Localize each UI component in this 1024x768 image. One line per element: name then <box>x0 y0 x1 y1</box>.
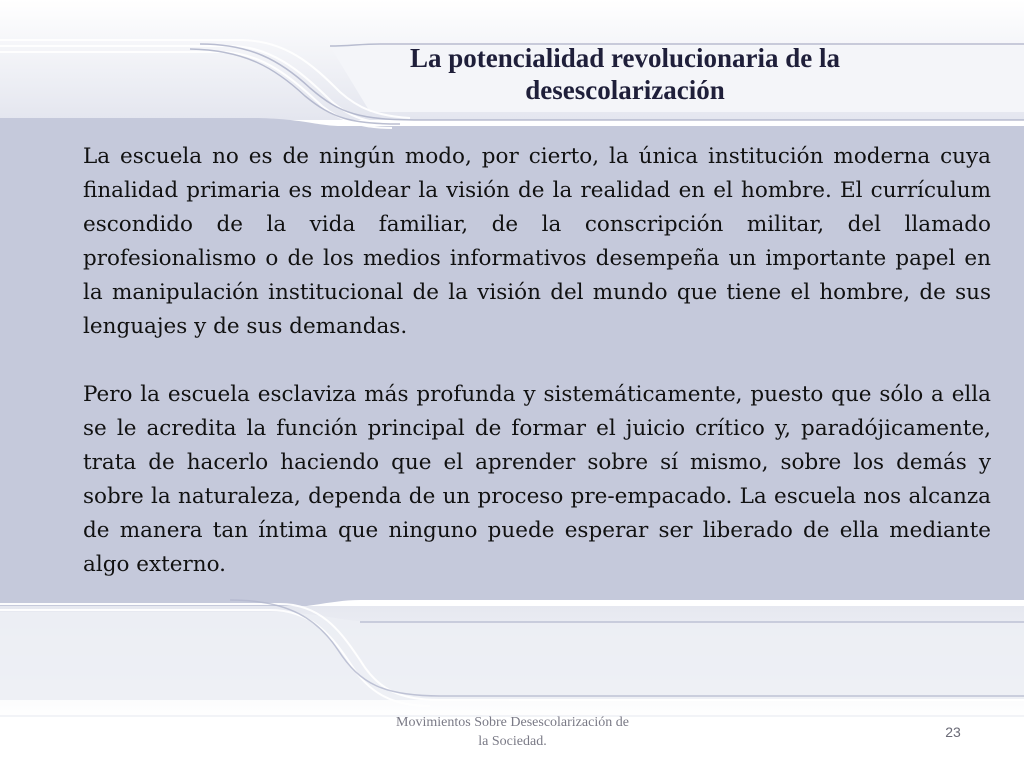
title-line-1: La potencialidad revolucionaria de la <box>409 43 841 73</box>
slide-title <box>330 42 920 106</box>
footer-line-2: la Sociedad. <box>478 734 547 749</box>
footer-line-1: Movimientos Sobre Desescolarización de <box>396 715 629 730</box>
slide-body <box>83 140 991 582</box>
title-line-2: desescolarización <box>525 75 725 105</box>
footer-text <box>355 713 670 751</box>
bottom-tab <box>0 612 1024 700</box>
paragraph-1: La escuela no es de ningún modo, por cierto, la única institución moderna cuya finalidad primaria es moldear la visión de la realidad en el hombre. El currículum escondido de la vida familiar, de la conscripción militar, del llamado profesionalismo o de los medios informativos desempeña un importante papel en la manipulación institucional de la visión del mundo que tiene el hombre, de sus lenguajes y de sus demandas. <box>83 144 991 339</box>
paragraph-2: Pero la escuela esclaviza más profunda y sistemáticamente, puesto que sólo a ella se le acredita la función principal de formar el juicio crítico y, paradójicamente, trata de hacerlo haciendo que el aprender sobre sí mismo, sobre los demás y sobre la naturaleza, dependa de un proceso pre-empacado. La escuela nos alcanza de manera tan íntima que ninguno puede esperar ser liberado de ella mediante algo externo. <box>83 382 991 577</box>
page-number: 23 <box>945 724 961 740</box>
